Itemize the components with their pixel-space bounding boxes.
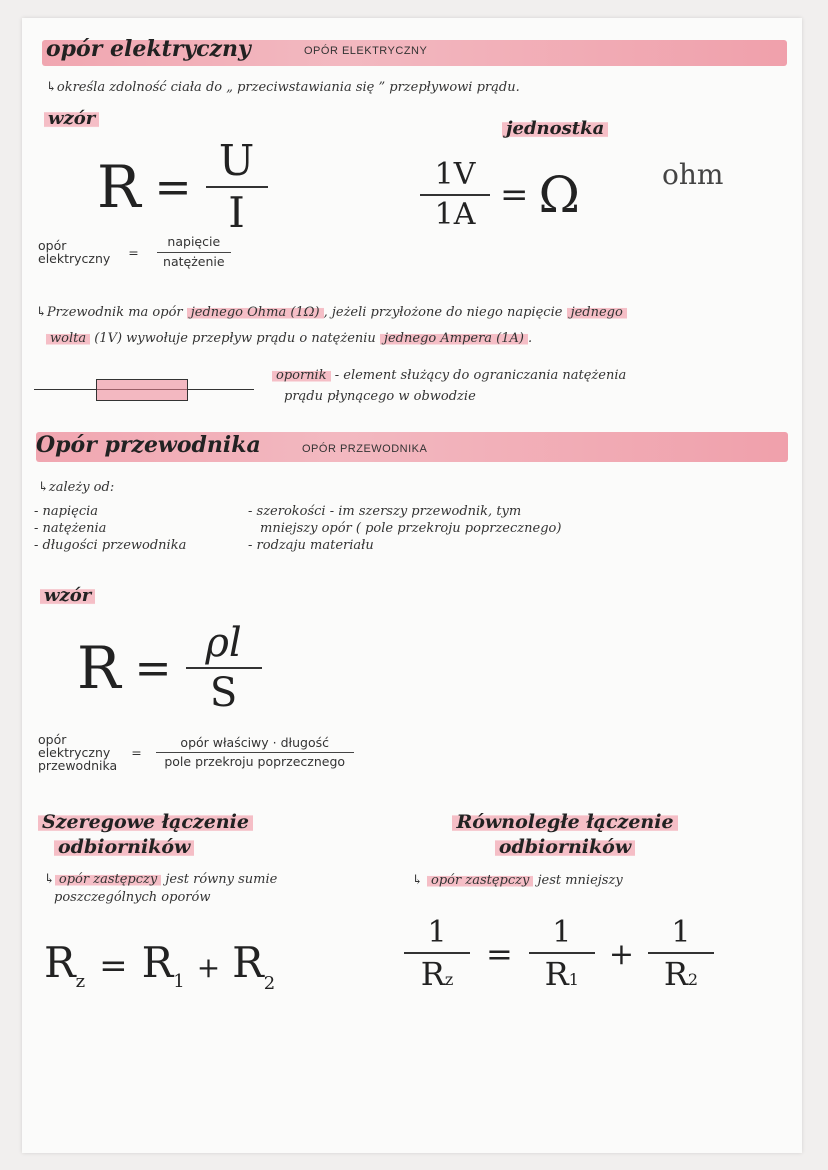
legend-left xyxy=(38,239,110,265)
fraction-bar xyxy=(186,667,262,669)
parallel-plus: + xyxy=(608,936,634,972)
legend-bar xyxy=(157,252,231,253)
depends-list-right xyxy=(248,503,561,554)
formula-equals: = xyxy=(154,161,192,213)
resistance-definition: ↳określa zdolność ciała do „ przeciwstawiania się ” przepływowi prądu. xyxy=(46,80,520,95)
fraction-bar xyxy=(648,952,714,954)
legend-left xyxy=(38,733,117,772)
series-formula-equals: = xyxy=(99,946,128,986)
unit-numerator: 1V xyxy=(434,157,476,192)
conductor-resistance-formula xyxy=(77,620,262,716)
series-formula xyxy=(44,938,276,994)
parallel-one: 1 xyxy=(552,915,572,950)
section-title-conductor: Opór przewodnika xyxy=(36,432,261,458)
series-desc-line2: poszczególnych oporów xyxy=(54,890,211,905)
ohm-def-text-d: . xyxy=(527,331,533,346)
ohm-def-highlight-a: jednego Ohma (1Ω) xyxy=(187,305,324,320)
series-formula-plus: + xyxy=(196,951,221,984)
series-formula-sub-z: z xyxy=(75,971,86,992)
resistor-term: opornik xyxy=(272,368,331,383)
list-item: - długości przewodnika xyxy=(34,538,187,553)
parallel-fraction-2 xyxy=(648,915,714,993)
legend-denominator: pole przekroju poprzecznego xyxy=(164,754,346,770)
legend-fraction xyxy=(157,236,231,268)
parallel-fraction-z xyxy=(404,915,470,993)
list-item: mniejszy opór ( pole przekroju poprzecznego) xyxy=(260,521,562,536)
unit-name-ohm: ohm xyxy=(662,158,724,191)
ohm-definition-line2 xyxy=(46,331,532,346)
parallel-title-line2: odbiorników xyxy=(495,836,635,858)
formula-fraction xyxy=(206,136,268,237)
unit-equals: = xyxy=(500,175,529,215)
parallel-sub-1: 1 xyxy=(568,970,579,989)
parallel-one: 1 xyxy=(427,915,447,950)
formula-legend xyxy=(38,236,231,268)
parallel-desc-highlight: opór zastępczy xyxy=(427,873,533,888)
section-title-resistance: opór elektryczny xyxy=(46,36,251,62)
series-formula-sub-1: 1 xyxy=(173,971,185,992)
parallel-equals: = xyxy=(486,935,513,973)
parallel-description xyxy=(412,873,623,888)
resistor-definition-line2: prądu płynącego w obwodzie xyxy=(284,389,476,404)
formula-numerator: U xyxy=(218,136,255,185)
formula-fraction xyxy=(186,620,262,716)
series-formula-r1: R xyxy=(141,938,174,987)
formula-heading-2-text: wzór xyxy=(40,585,95,606)
parallel-title xyxy=(430,810,700,860)
resistor-drawing xyxy=(34,378,254,402)
parallel-sub-z: z xyxy=(444,970,454,989)
series-description xyxy=(44,871,277,907)
series-formula-r: R xyxy=(44,938,76,987)
ohm-definition-line1 xyxy=(36,305,627,320)
formula-equals: = xyxy=(134,642,172,694)
parallel-desc-arrow: ↳ xyxy=(412,873,428,888)
ohm-def-text-a: ↳Przewodnik ma opór xyxy=(36,305,187,320)
series-formula-sub-2: 2 xyxy=(263,973,276,994)
ohm-def-text-c: (1V) wywołuje przepływ prądu o natężeniu xyxy=(90,331,380,346)
list-item: - rodzaju materiału xyxy=(248,538,374,553)
legend-left-line1: opór xyxy=(38,237,67,253)
formula-symbol-r: R xyxy=(97,153,141,221)
legend-equals: = xyxy=(131,745,142,761)
ohm-def-text-b: , jeżeli przyłożone do niego napięcie xyxy=(323,305,567,320)
parallel-r: R xyxy=(663,955,688,993)
legend-equals: = xyxy=(128,244,139,260)
parallel-fraction-1 xyxy=(529,915,595,993)
unit-heading-text: jednostka xyxy=(502,118,608,139)
series-desc-highlight: opór zastępczy xyxy=(55,872,161,887)
resistor-definition-text: - element służący do ograniczania natężenia xyxy=(330,368,627,383)
parallel-formula xyxy=(404,915,714,993)
section-caption-conductor: OPÓR PRZEWODNIKA xyxy=(302,443,428,455)
legend-numerator: opór właściwy · długość xyxy=(180,734,329,750)
legend-denominator: natężenie xyxy=(163,253,225,269)
parallel-r: R xyxy=(544,955,569,993)
formula-heading-text: wzór xyxy=(44,108,99,129)
formula-legend-2 xyxy=(38,733,354,772)
legend-left-line2: elektryczny xyxy=(38,745,111,761)
parallel-title-line1: Równoległe łączenie xyxy=(452,811,677,833)
ohm-def-highlight-d: jednego Ampera (1A) xyxy=(380,331,528,346)
depends-on-label: ↳zależy od: xyxy=(38,480,115,495)
ohm-symbol: Ω xyxy=(538,166,580,224)
depends-list-left xyxy=(34,503,186,554)
section-caption-resistance: OPÓR ELEKTRYCZNY xyxy=(304,45,428,57)
notes-page xyxy=(22,18,802,1153)
legend-left-line2: elektryczny xyxy=(38,251,111,266)
formula-symbol-r: R xyxy=(77,634,121,702)
list-item: - szerokości - im szerszy przewodnik, tym xyxy=(248,504,522,519)
series-title xyxy=(38,810,253,860)
unit-formula xyxy=(420,157,580,232)
unit-heading xyxy=(502,118,608,139)
resistor-definition-line1 xyxy=(272,368,626,383)
series-desc-text: jest równy sumie xyxy=(161,872,278,887)
legend-left-line3: przewodnika xyxy=(38,758,118,774)
formula-heading xyxy=(44,108,99,129)
series-formula-r2: R xyxy=(232,938,264,987)
fraction-bar xyxy=(529,952,595,954)
formula-denominator: S xyxy=(209,670,238,716)
list-item: - natężenia xyxy=(34,521,107,536)
fraction-bar xyxy=(404,952,470,954)
list-item: - napięcia xyxy=(34,504,99,519)
parallel-desc-text: jest mniejszy xyxy=(533,873,623,888)
legend-bar xyxy=(156,752,354,753)
ohm-law-formula xyxy=(97,136,268,237)
formula-denominator: I xyxy=(228,188,245,237)
unit-denominator: 1A xyxy=(434,197,476,232)
series-desc-arrow: ↳ xyxy=(44,872,55,887)
parallel-r: R xyxy=(420,955,445,993)
series-title-line1: Szeregowe łączenie xyxy=(38,811,253,833)
parallel-one: 1 xyxy=(671,915,691,950)
legend-left-line1: opór xyxy=(38,732,67,747)
ohm-def-highlight-c: wolta xyxy=(46,331,90,346)
resistor-body xyxy=(96,379,188,401)
legend-numerator: napięcie xyxy=(167,234,221,249)
series-title-line2: odbiorników xyxy=(54,836,194,858)
formula-heading-2 xyxy=(40,585,95,606)
legend-fraction xyxy=(156,734,354,770)
ohm-def-highlight-b: jednego xyxy=(567,305,627,320)
unit-fraction xyxy=(420,157,490,232)
parallel-sub-2: 2 xyxy=(687,970,699,989)
formula-numerator: ρl xyxy=(205,620,242,666)
unit-fraction-bar xyxy=(420,194,490,196)
